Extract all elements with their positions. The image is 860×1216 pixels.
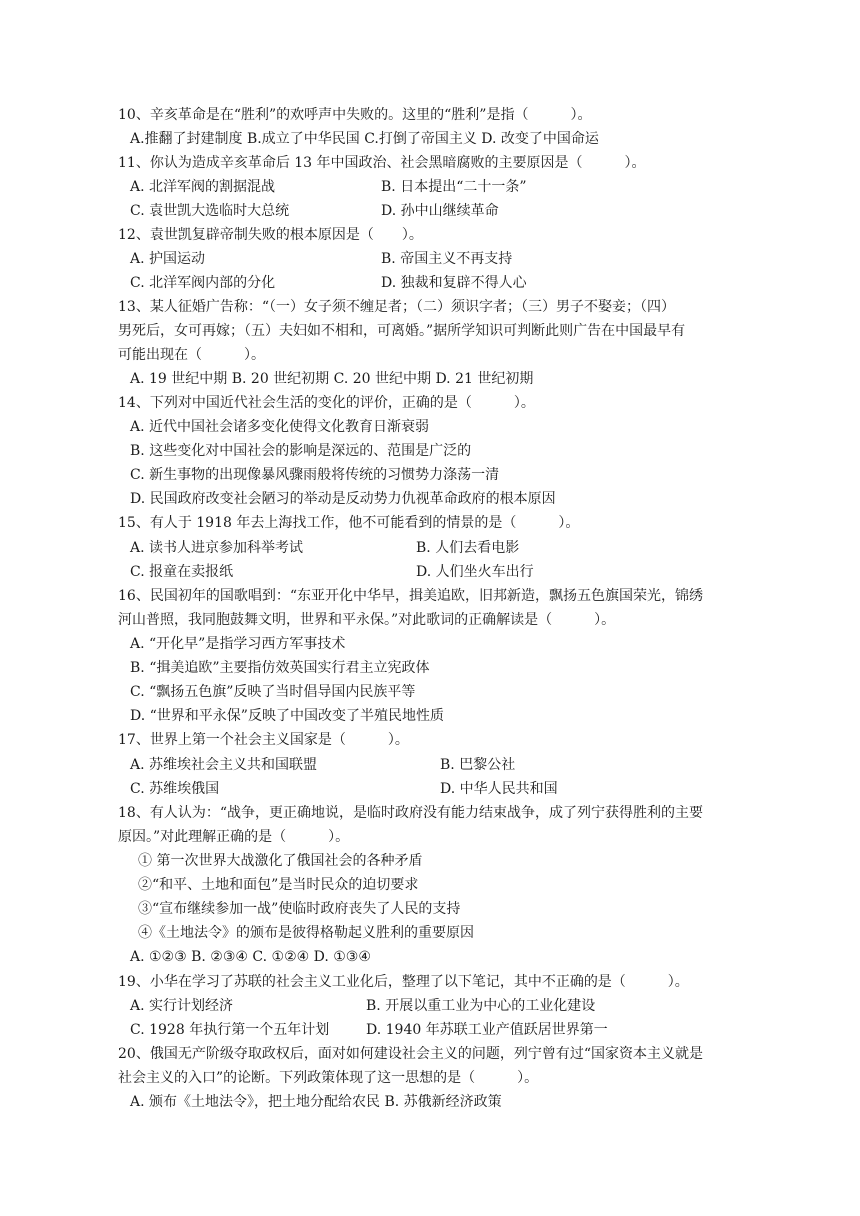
question-12-option-d: D. 独裁和复辟不得人心 [381, 275, 527, 291]
question-15-option-d: D. 人们坐火车出行 [416, 564, 534, 580]
question-12-stem: 12、袁世凯复辟帝制失败的根本原因是（ ）。 [118, 227, 423, 243]
question-17-option-b: B. 巴黎公社 [440, 757, 516, 773]
question-18-item-3: ③“宣布继续参加一战”使临时政府丧失了人民的支持 [138, 901, 461, 917]
question-14-option-d: D. 民国政府改变社会陋习的举动是反动势力仇视革命政府的根本原因 [130, 491, 556, 507]
question-13-stem-line-2: 男死后，女可再嫁；（五）夫妇如不相和，可离婚。”据所学知识可判断此则广告在中国最早有 [118, 323, 686, 339]
question-13-options: A. 19 世纪中期 B. 20 世纪初期 C. 20 世纪中期 D. 21 世纪初期 [130, 371, 534, 387]
question-18-stem-line-2: 原因。”对此理解正确的是（ ）。 [118, 829, 350, 845]
question-14-option-c: C. 新生事物的出现像暴风骤雨般将传统的习惯势力涤荡一清 [130, 467, 500, 483]
question-11-option-a: A. 北洋军阀的割据混战 [130, 179, 276, 195]
question-16-option-a: A. “开化早”是指学习西方军事技术 [130, 636, 346, 652]
question-11-option-d: D. 孙中山继续革命 [381, 203, 499, 219]
question-15-option-b: B. 人们去看电影 [416, 540, 520, 556]
question-18-item-1: ① 第一次世界大战激化了俄国社会的各种矛盾 [138, 853, 423, 869]
question-11-option-b: B. 日本提出“二十一条” [381, 179, 527, 195]
question-20-options: A. 颁布《土地法令》，把土地分配给农民 B. 苏俄新经济政策 [130, 1094, 502, 1110]
question-15-stem: 15、有人于 1918 年去上海找工作，他不可能看到的情景的是（ ）。 [118, 515, 580, 531]
question-16-option-c: C. “飘扬五色旗”反映了当时倡导国内民族平等 [130, 684, 416, 700]
question-11-stem: 11、你认为造成辛亥革命后 13 年中国政治、社会黑暗腐败的主要原因是（ ）。 [118, 155, 646, 171]
question-13-stem-line-3: 可能出现在（ ）。 [118, 347, 265, 363]
question-10-stem: 10、辛亥革命是在“胜利”的欢呼声中失败的。这里的“胜利”是指（ ）。 [118, 107, 592, 123]
question-16-stem-line-1: 16、民国初年的国歌唱到：“东亚开化中华早，揖美追欧，旧邦新造，飘扬五色旗国荣光，锦绣 [118, 588, 703, 604]
question-18-options: A. ①②③ B. ②③④ C. ①②④ D. ①③④ [130, 949, 371, 965]
question-20-stem-line-2: 社会主义的入口”的论断。下列政策体现了这一思想的是（ ）。 [118, 1070, 539, 1086]
question-14-stem: 14、下列对中国近代社会生活的变化的评价，正确的是（ ）。 [118, 395, 535, 411]
question-11-option-c: C. 袁世凯大选临时大总统 [130, 203, 290, 219]
question-19-option-c: C. 1928 年执行第一个五年计划 [130, 1022, 330, 1038]
question-16-stem-line-2: 河山普照，我同胞鼓舞文明，世界和平永保。”对此歌词的正确解读是（ ）。 [118, 612, 616, 628]
question-18-stem-line-1: 18、有人认为：“战争，更正确地说，是临时政府没有能力结束战争，成了列宁获得胜利的主要 [118, 805, 703, 821]
question-19-option-a: A. 实行计划经济 [130, 998, 234, 1014]
question-20-stem-line-1: 20、俄国无产阶级夺取政权后，面对如何建设社会主义的问题，列宁曾有过“国家资本主义就是 [118, 1046, 703, 1062]
question-19-stem: 19、小华在学习了苏联的社会主义工业化后，整理了以下笔记，其中不正确的是（ ）。 [118, 974, 689, 990]
question-17-option-d: D. 中华人民共和国 [440, 781, 558, 797]
question-12-option-b: B. 帝国主义不再支持 [381, 251, 513, 267]
question-16-option-d: D. “世界和平永保”反映了中国改变了半殖民地性质 [130, 708, 444, 724]
question-15-option-a: A. 读书人进京参加科举考试 [130, 540, 304, 556]
question-13-stem-line-1: 13、某人征婚广告称：“（一）女子须不缠足者；（二）须识字者；（三）男子不娶妾；（四） [118, 299, 675, 315]
question-17-option-c: C. 苏维埃俄国 [130, 781, 220, 797]
question-19-option-b: B. 开展以重工业为中心的工业化建设 [366, 998, 596, 1014]
question-19-option-d: D. 1940 年苏联工业产值跃居世界第一 [366, 1022, 608, 1038]
question-12-option-a: A. 护国运动 [130, 251, 206, 267]
question-18-item-4: ④《土地法令》的颁布是彼得格勒起义胜利的重要原因 [138, 925, 474, 941]
question-16-option-b: B. “揖美追欧”主要指仿效英国实行君主立宪政体 [130, 660, 430, 676]
question-18-item-2: ②“和平、土地和面包”是当时民众的迫切要求 [138, 877, 419, 893]
question-17-stem: 17、世界上第一个社会主义国家是（ ）。 [118, 732, 409, 748]
question-17-option-a: A. 苏维埃社会主义共和国联盟 [130, 757, 318, 773]
question-12-option-c: C. 北洋军阀内部的分化 [130, 275, 276, 291]
question-10-options: A.推翻了封建制度 B.成立了中华民国 C.打倒了帝国主义 D. 改变了中国命运 [130, 131, 599, 147]
question-15-option-c: C. 报童在卖报纸 [130, 564, 234, 580]
question-14-option-b: B. 这些变化对中国社会的影响是深远的、范围是广泛的 [130, 443, 472, 459]
question-14-option-a: A. 近代中国社会诸多变化使得文化教育日渐衰弱 [130, 419, 430, 435]
